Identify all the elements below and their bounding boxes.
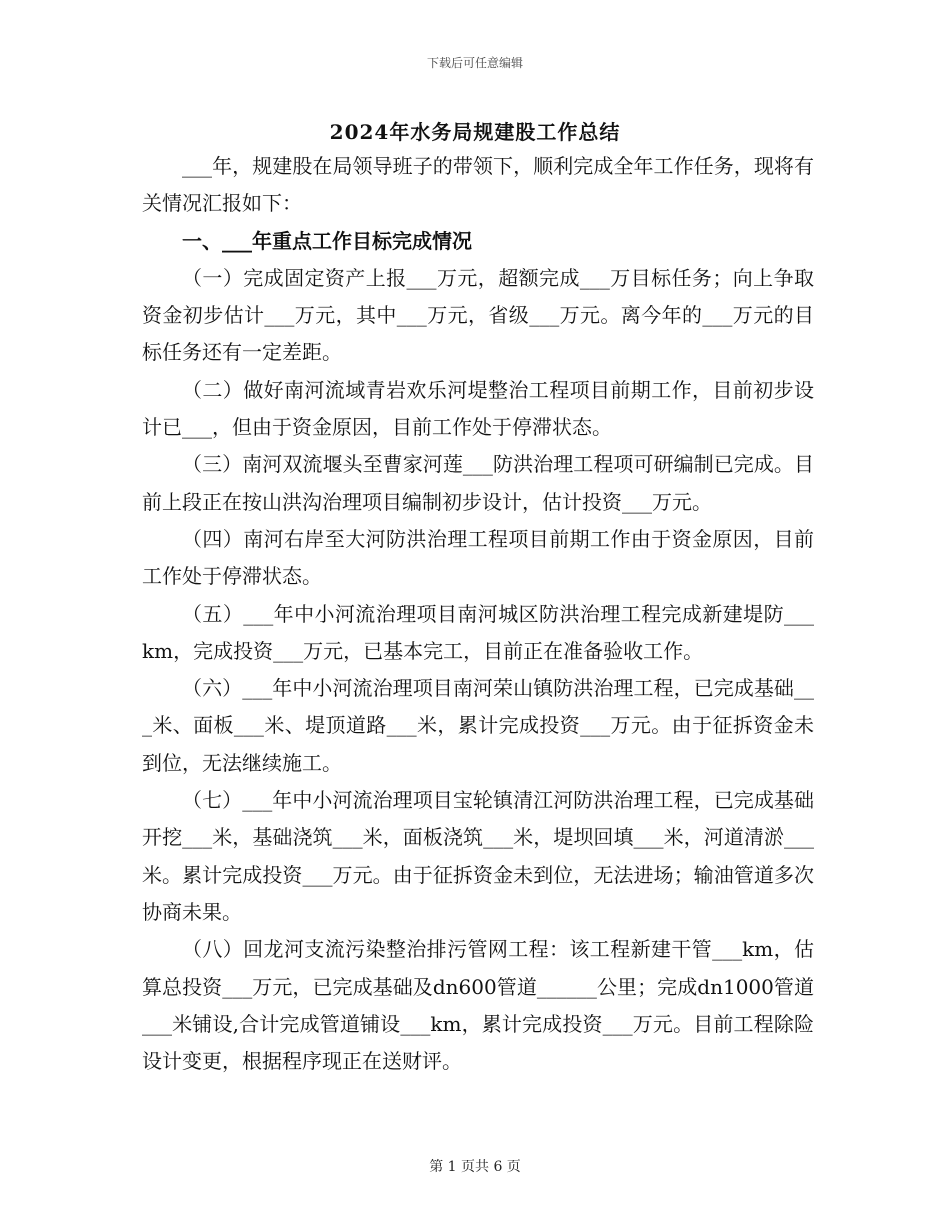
page-header: 下载后可任意编辑 (426, 56, 523, 70)
document-body (142, 148, 814, 1080)
item-paragraph-4: （四）南河右岸至大河防洪治理工程项目前期工作由于资金原因，目前工作处于停滞状态。 (142, 526, 814, 589)
item-paragraph-2: （二）做好南河流域青岩欢乐河堤整治工程项目前期工作，目前初步设计已___，但由于资金原因，目前工作处于停滞状态。 (142, 377, 814, 440)
section-heading: 一、___年重点工作目标完成情况 (182, 228, 472, 253)
item-paragraph-1: （一）完成固定资产上报___万元，超额完成___万目标任务；向上争取资金初步估计___万元，其中___万元，省级___万元。离今年的___万元的目标任务还有一定差距。 (142, 265, 814, 365)
item-paragraph-3: （三）南河双流堰头至曹家河莲___防洪治理工程项可研编制已完成。目前上段正在按山洪沟治理项目编制初步设计，估计投资___万元。 (142, 452, 814, 514)
item-paragraph-5: （五）___年中小河流治理项目南河城区防洪治理工程完成新建堤防___km，完成投资___万元，已基本完工，目前正在准备验收工作。 (142, 601, 814, 663)
intro-paragraph: ___年，规建股在局领导班子的带领下，顺利完成全年工作任务，现将有关情况汇报如下： (142, 154, 814, 216)
document-title: 2024年水务局规建股工作总结 (329, 120, 621, 144)
item-paragraph-6: （六）___年中小河流治理项目南河荣山镇防洪治理工程，已完成基础___米、面板___米、堤顶道路___米，累计完成投资___万元。由于征拆资金未到位，无法继续施工。 (142, 676, 814, 775)
page-number-footer: 第 1 页共 6 页 (429, 1159, 521, 1175)
item-paragraph-8: （八）回龙河支流污染整治排污管网工程：该工程新建干管___km，估算总投资___万元，已完成基础及dn600管道______公里；完成dn1000管道___米铺设,合计完成管道铺设___km，累计完成投资___万元。目前工程除险设计变更，根据程序现正在送财评。 (142, 937, 814, 1074)
item-paragraph-7: （七）___年中小河流治理项目宝轮镇清江河防洪治理工程，已完成基础开挖___米，基础浇筑___米，面板浇筑___米，堤坝回填___米，河道清淤___米。累计完成投资___万元。由于征拆资金未到位，无法进场；输油管道多次协商未果。 (142, 788, 814, 924)
